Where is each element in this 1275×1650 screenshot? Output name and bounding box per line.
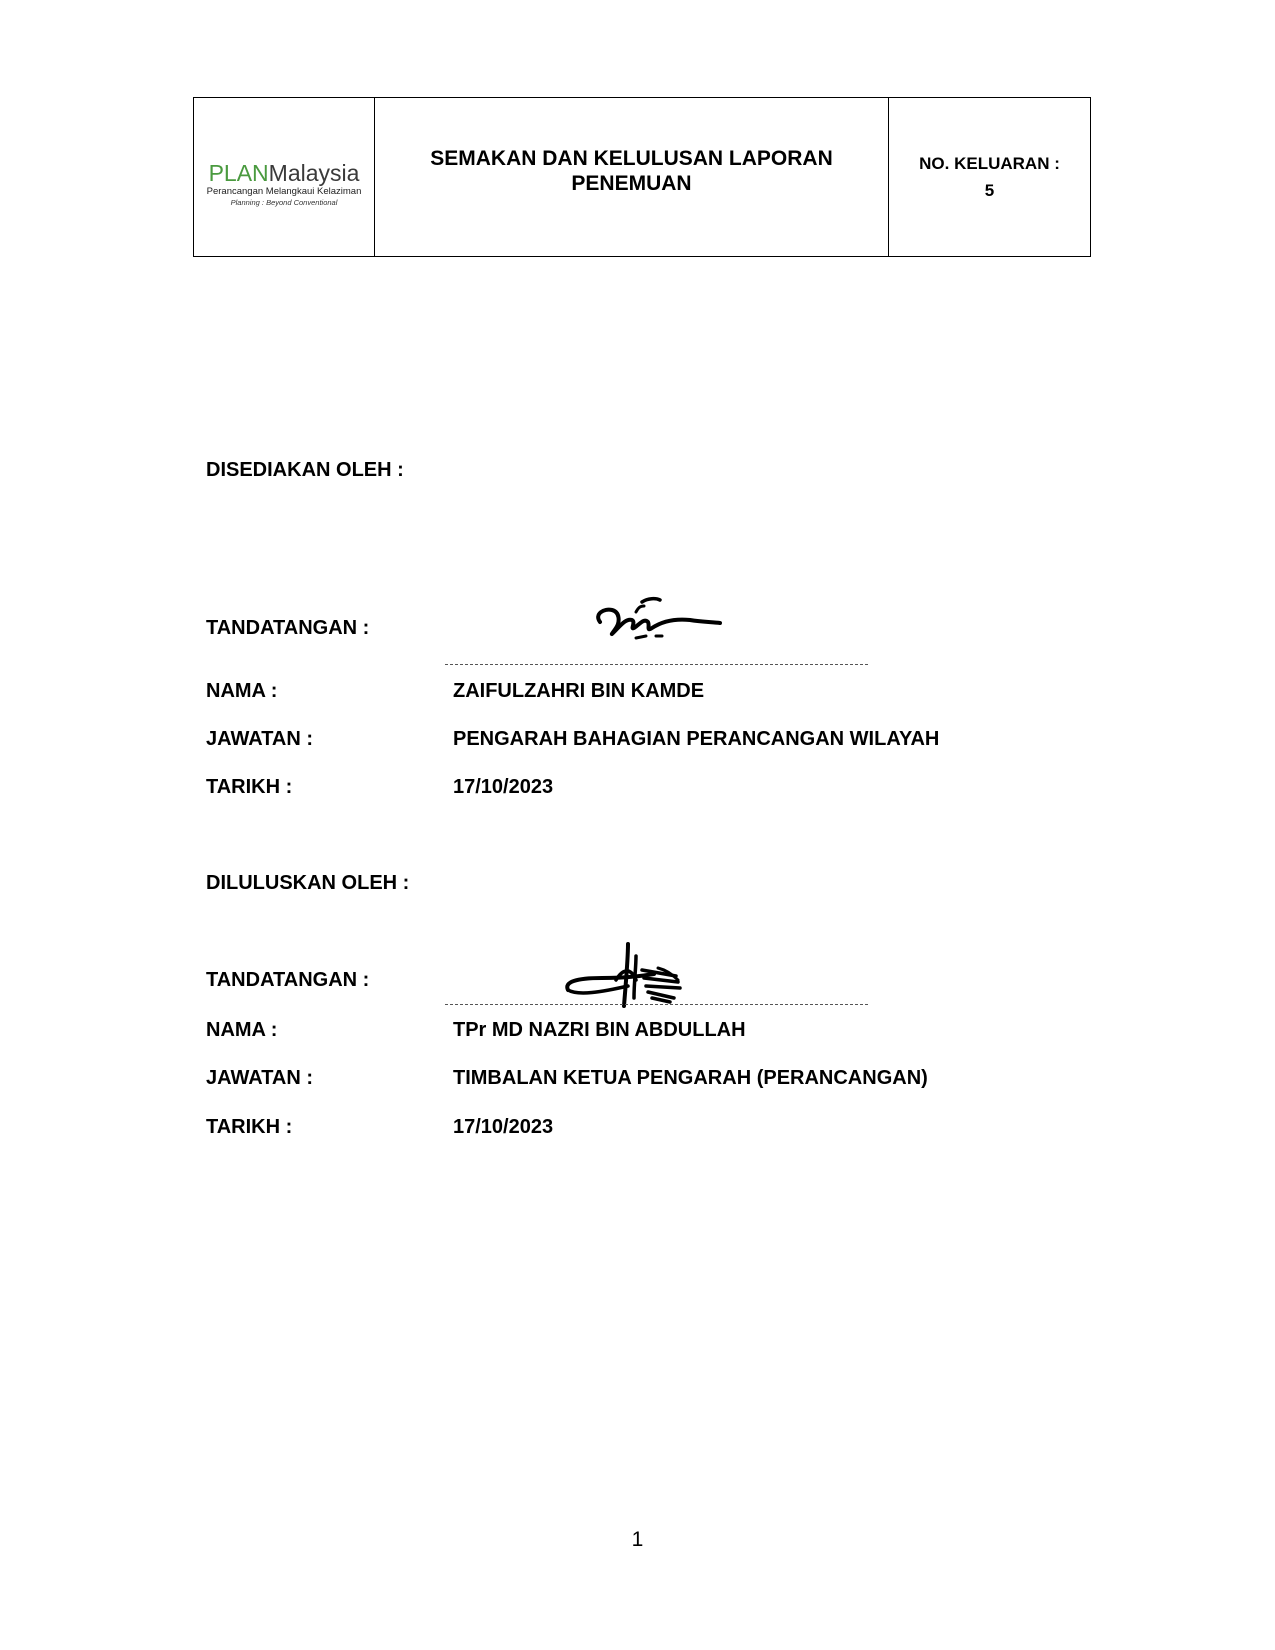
issue-number-label: NO. KELUARAN :: [919, 154, 1060, 173]
prepared-signature-line: [445, 664, 868, 665]
approved-position-label: JAWATAN :: [206, 1067, 314, 1089]
issue-number-value: 5: [984, 181, 995, 200]
document-header-table: [193, 97, 1091, 257]
approved-signature-line: [445, 1004, 868, 1005]
prepared-signature-image: [590, 596, 730, 660]
logo-plan-text: PLAN: [208, 159, 269, 186]
title-cell: [375, 98, 889, 256]
prepared-position-label: JAWATAN :: [206, 728, 314, 750]
issue-cell: [889, 98, 1090, 256]
approved-position-value: TIMBALAN KETUA PENGARAH (PERANCANGAN): [453, 1067, 928, 1089]
prepared-date-label: TARIKH :: [206, 776, 293, 798]
logo-malaysia-text: Malaysia: [268, 159, 360, 186]
planmalaysia-logo: [209, 160, 360, 186]
prepared-signature-label: TANDATANGAN :: [206, 617, 370, 639]
approved-by-heading: DILULUSKAN OLEH :: [206, 872, 410, 894]
logo-cell: [194, 98, 375, 256]
logo-subtagline: Planning : Beyond Conventional: [230, 197, 338, 207]
approved-signature-label: TANDATANGAN :: [206, 969, 370, 991]
prepared-name-label: NAMA :: [206, 680, 278, 702]
prepared-by-heading: DISEDIAKAN OLEH :: [206, 459, 404, 481]
prepared-position-value: PENGARAH BAHAGIAN PERANCANGAN WILAYAH: [453, 728, 940, 750]
prepared-name-value: ZAIFULZAHRI BIN KAMDE: [453, 680, 705, 702]
approved-name-value: TPr MD NAZRI BIN ABDULLAH: [453, 1019, 746, 1041]
approved-signature-image: [562, 940, 712, 1012]
approved-date-label: TARIKH :: [206, 1116, 293, 1138]
document-title-line-2: PENEMUAN: [571, 172, 692, 195]
prepared-date-value: 17/10/2023: [453, 776, 554, 798]
approved-name-label: NAMA :: [206, 1019, 278, 1041]
page-number: 1: [631, 1528, 644, 1551]
logo-tagline: Perancangan Melangkaui Kelaziman: [206, 185, 362, 197]
approved-date-value: 17/10/2023: [453, 1116, 554, 1138]
document-title-line-1: SEMAKAN DAN KELULUSAN LAPORAN: [430, 147, 833, 170]
